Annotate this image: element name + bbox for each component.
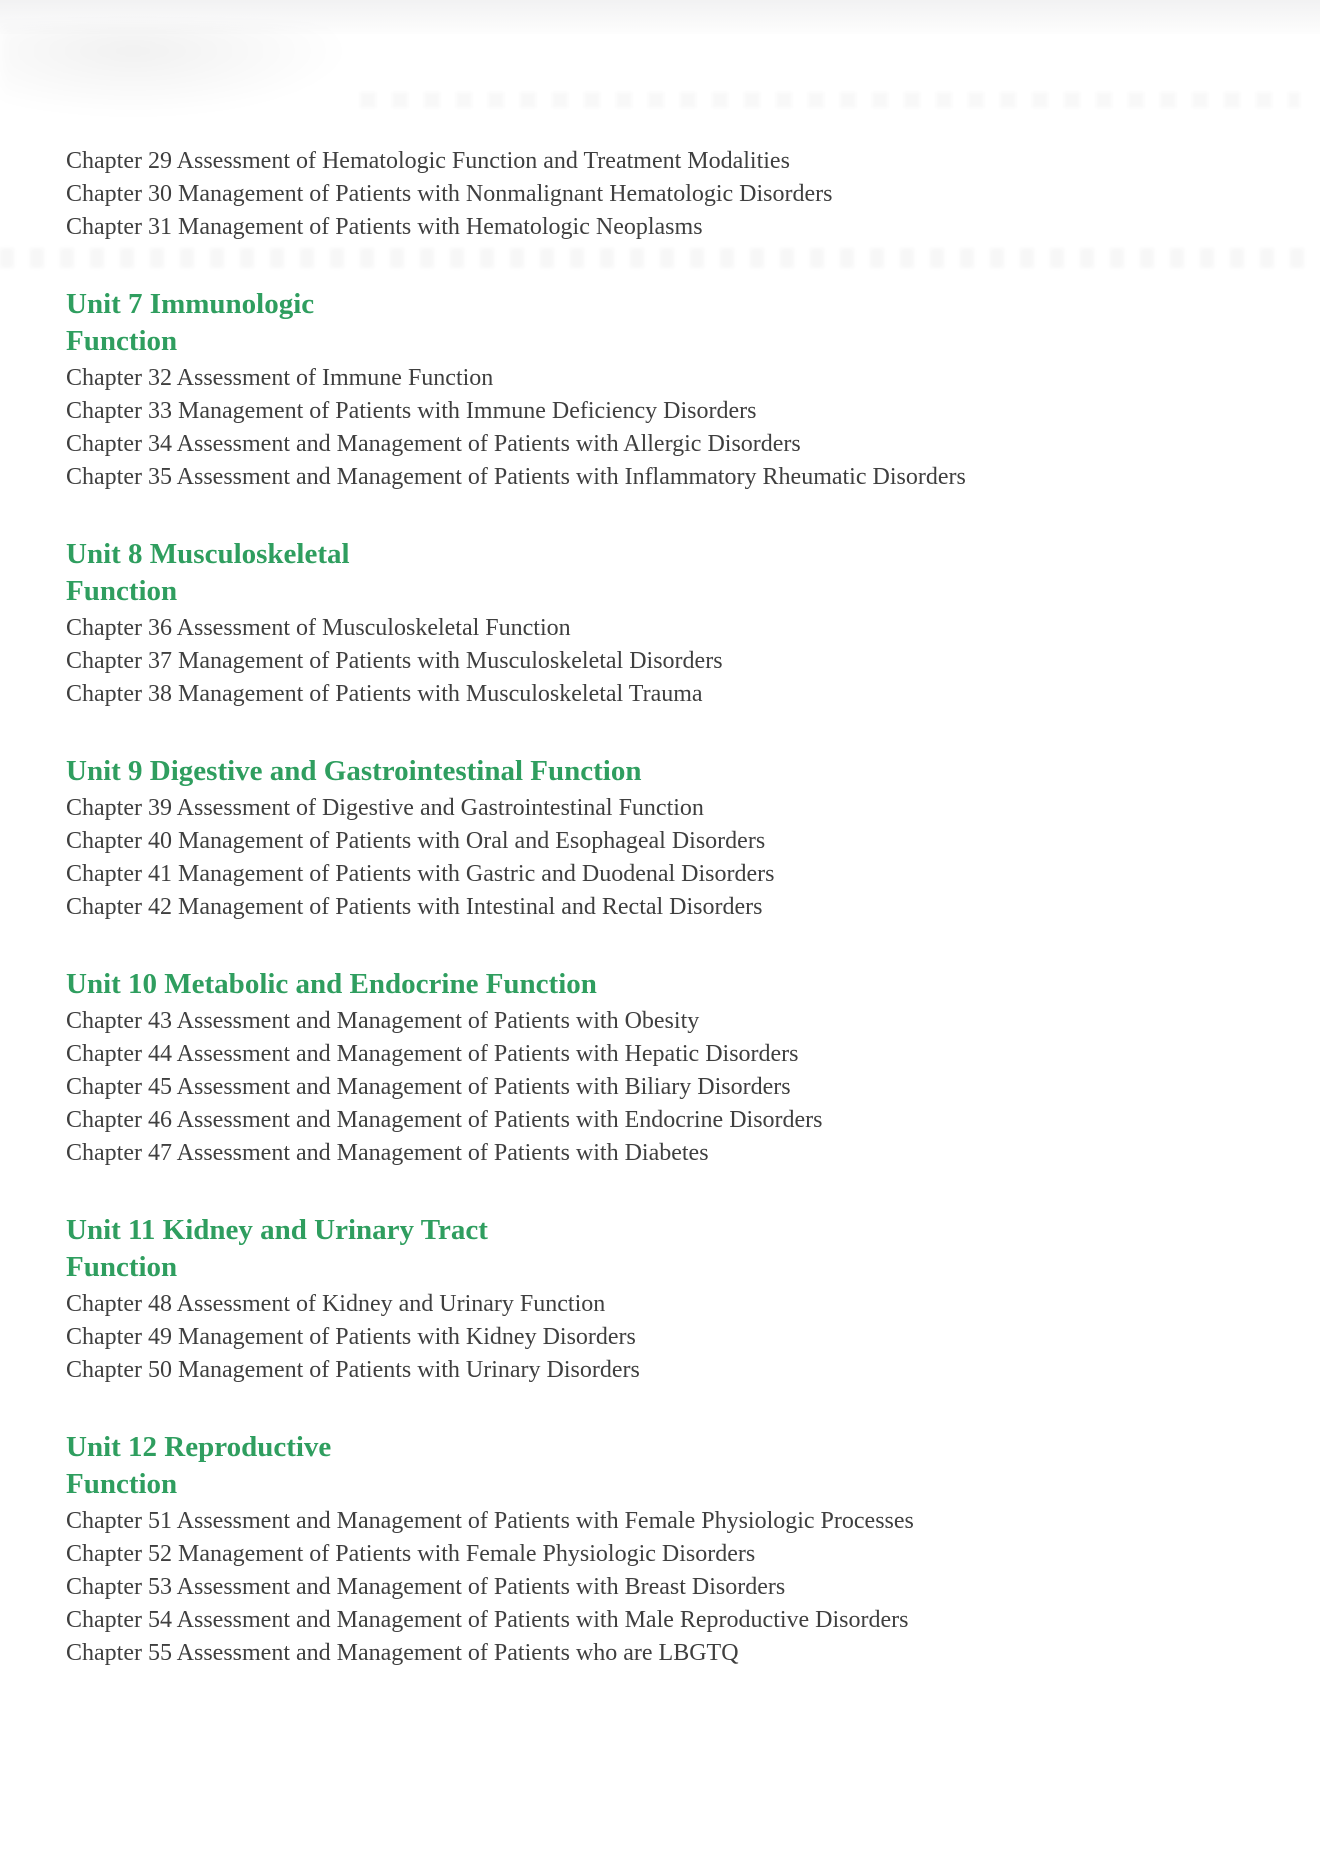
scan-artifact-smudge: [0, 26, 380, 126]
chapter-line: Chapter 53 Assessment and Management of Patients with Breast Disorders: [66, 1574, 786, 1600]
chapter-line: Chapter 52 Management of Patients with Female Physiologic Disorders: [66, 1541, 756, 1567]
chapter-line: Chapter 49 Management of Patients with Kidney Disorders: [66, 1324, 636, 1350]
chapter-line: Chapter 42 Management of Patients with Intestinal and Rectal Disorders: [66, 894, 763, 920]
chapter-line: Chapter 45 Assessment and Management of Patients with Biliary Disorders: [66, 1074, 791, 1100]
chapter-line: Chapter 44 Assessment and Management of Patients with Hepatic Disorders: [66, 1041, 799, 1067]
chapter-line: Chapter 36 Assessment of Musculoskeletal Function: [66, 615, 571, 641]
unit-heading-line: Unit 11 Kidney and Urinary Tract: [66, 1214, 488, 1246]
chapter-line: Chapter 46 Assessment and Management of Patients with Endocrine Disorders: [66, 1107, 823, 1133]
unit-heading-line: Function: [66, 325, 178, 357]
unit-heading-line: Function: [66, 1468, 178, 1500]
chapter-line: Chapter 29 Assessment of Hematologic Function and Treatment Modalities: [66, 148, 790, 174]
table-of-contents: [66, 145, 1250, 1670]
unit-heading-line: Function: [66, 575, 178, 607]
unit-heading: [66, 1212, 1250, 1286]
scan-artifact-ghost-text-row: [360, 92, 1300, 108]
chapter-line: Chapter 33 Management of Patients with Immune Deficiency Disorders: [66, 398, 757, 424]
scan-artifact-top-band: [0, 0, 1320, 34]
chapter-line: Chapter 37 Management of Patients with Musculoskeletal Disorders: [66, 648, 723, 674]
unit-heading: [66, 966, 1250, 1003]
chapter-line: Chapter 51 Assessment and Management of Patients with Female Physiologic Processes: [66, 1508, 914, 1534]
chapter-line: Chapter 31 Management of Patients with Hematologic Neoplasms: [66, 214, 703, 240]
unit-heading-line: Unit 9 Digestive and Gastrointestinal Function: [66, 755, 642, 787]
unit-heading: [66, 1429, 1250, 1503]
unit-heading-line: Unit 8 Musculoskeletal: [66, 538, 350, 570]
chapter-line: Chapter 35 Assessment and Management of Patients with Inflammatory Rheumatic Disorders: [66, 464, 966, 490]
unit-heading-line: Unit 12 Reproductive: [66, 1431, 332, 1463]
chapter-line: Chapter 40 Management of Patients with Oral and Esophageal Disorders: [66, 828, 766, 854]
unit-heading: [66, 753, 1250, 790]
unit-heading: [66, 286, 1250, 360]
chapter-line: Chapter 48 Assessment of Kidney and Urinary Function: [66, 1291, 606, 1317]
chapter-line: Chapter 32 Assessment of Immune Function: [66, 365, 494, 391]
chapter-line: Chapter 30 Management of Patients with Nonmalignant Hematologic Disorders: [66, 181, 833, 207]
unit-heading-line: Unit 10 Metabolic and Endocrine Function: [66, 968, 597, 1000]
chapter-line: Chapter 50 Management of Patients with Urinary Disorders: [66, 1357, 640, 1383]
unit-heading-line: Function: [66, 1251, 178, 1283]
chapter-line: Chapter 54 Assessment and Management of Patients with Male Reproductive Disorders: [66, 1607, 909, 1633]
unit-heading: [66, 536, 1250, 610]
chapter-line: Chapter 38 Management of Patients with Musculoskeletal Trauma: [66, 681, 703, 707]
chapter-line: Chapter 55 Assessment and Management of Patients who are LBGTQ: [66, 1640, 739, 1666]
chapter-line: Chapter 39 Assessment of Digestive and Gastrointestinal Function: [66, 795, 704, 821]
unit-heading-line: Unit 7 Immunologic: [66, 288, 315, 320]
chapter-line: Chapter 43 Assessment and Management of Patients with Obesity: [66, 1008, 700, 1034]
chapter-line: Chapter 47 Assessment and Management of Patients with Diabetes: [66, 1140, 709, 1166]
chapter-line: Chapter 41 Management of Patients with Gastric and Duodenal Disorders: [66, 861, 775, 887]
chapter-line: Chapter 34 Assessment and Management of Patients with Allergic Disorders: [66, 431, 801, 457]
